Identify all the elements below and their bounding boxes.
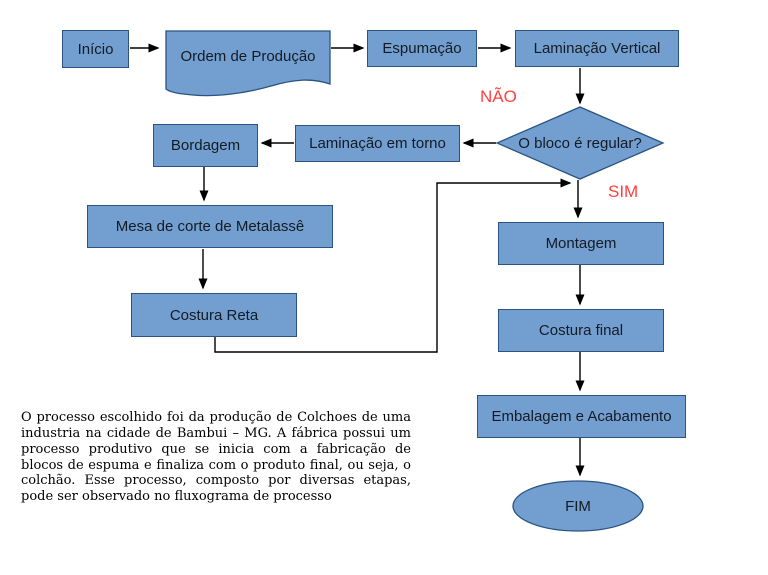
node-embalagem: Embalagem e Acabamento <box>477 395 686 438</box>
node-fim-label: FIM <box>565 497 591 515</box>
branch-label-nao: NÃO <box>480 87 517 106</box>
node-espumacao: Espumação <box>367 30 477 67</box>
decision-diamond <box>497 107 663 179</box>
node-ordem-de-producao-label: Ordem de Produção <box>180 47 316 65</box>
node-decisao-label: O bloco é regular? <box>518 134 642 152</box>
document-shape-ordem-de-producao <box>166 31 330 96</box>
node-costura-reta: Costura Reta <box>131 293 297 337</box>
process-description-paragraph: O processo escolhido foi da produção de Colchoes de uma industria na cidade de Bambui – MG. A fábrica possui um processo produtivo que se inicia com a fabricação de blocos de espuma e finaliza com o produto final, ou seja, o colchão. Esse processo, composto por diversas etapas, pode ser observado no fluxograma de processo <box>21 410 411 505</box>
node-mesa-de-corte: Mesa de corte de Metalassê <box>87 205 333 248</box>
node-costura-final: Costura final <box>498 309 664 352</box>
node-laminacao-vertical: Laminação Vertical <box>515 30 679 67</box>
node-montagem: Montagem <box>498 222 664 265</box>
node-inicio: Início <box>62 30 129 68</box>
terminator-ellipse-fim <box>513 481 643 531</box>
node-bordagem: Bordagem <box>153 124 258 167</box>
branch-label-sim: SIM <box>608 182 639 201</box>
node-laminacao-em-torno: Laminação em torno <box>295 125 460 162</box>
